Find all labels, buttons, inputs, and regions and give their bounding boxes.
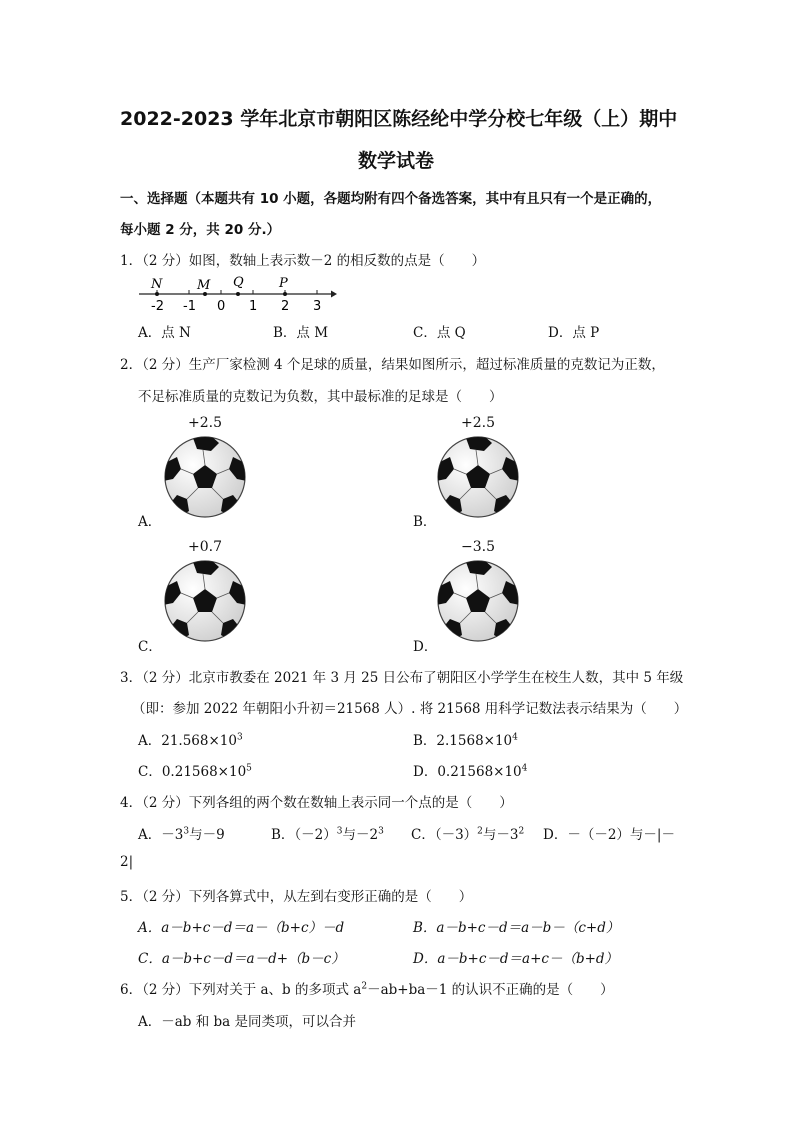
q4-option-b-exp1: 3 bbox=[336, 826, 343, 837]
q3-option-d-label: D． bbox=[413, 764, 438, 780]
point-n-dot bbox=[155, 292, 159, 296]
q4-option-c-pre: C．（－3） bbox=[411, 827, 478, 843]
tick-label-2: 2 bbox=[281, 299, 290, 314]
soccer-ball-icon bbox=[163, 559, 247, 643]
q4-option-b bbox=[271, 823, 384, 843]
q3-option-b bbox=[413, 729, 518, 749]
q6-option-a: A．－ab 和 ba 是同类项，可以合并 bbox=[138, 1014, 357, 1030]
q3-option-c bbox=[138, 760, 252, 780]
point-label-p: P bbox=[279, 276, 288, 291]
section-header-line1: 一、选择题（本题共有 10 小题，各题均附有四个备选答案，其中有且只有一个是正确的， bbox=[120, 191, 662, 207]
q4-option-a-pre: A．－3 bbox=[138, 827, 184, 843]
q3-option-c-exp: 5 bbox=[246, 763, 252, 774]
q1-option-c: C．点 Q bbox=[413, 325, 466, 341]
question-6-exp: 2 bbox=[361, 981, 368, 992]
q3-option-b-base: 2.1568×10 bbox=[436, 733, 513, 749]
page-title-line2: 数学试卷 bbox=[358, 150, 435, 172]
question-1-text: 1．（2 分）如图，数轴上表示数－2 的相反数的点是（ ） bbox=[120, 253, 486, 269]
q4-option-a-post: 与－9 bbox=[189, 827, 225, 843]
ball-option-b bbox=[433, 415, 523, 525]
q3-option-a bbox=[138, 729, 243, 749]
soccer-ball-icon bbox=[436, 559, 520, 643]
point-label-q: Q bbox=[233, 275, 244, 290]
point-label-m: M bbox=[197, 278, 211, 293]
question-3-line1: 3．（2 分）北京市教委在 2021 年 3 月 25 日公布了朝阳区小学学生在校生人数，其中 5 年级 bbox=[120, 670, 684, 686]
q2-option-a-label: A． bbox=[138, 514, 162, 530]
q2-option-c-label: C． bbox=[138, 639, 162, 655]
question-2-line1: 2．（2 分）生产厂家检测 4 个足球的质量，结果如图所示，超过标准质量的克数记为正数， bbox=[120, 357, 665, 373]
number-line-arrow bbox=[331, 291, 337, 298]
q3-option-a-label: A． bbox=[138, 733, 162, 749]
q4-option-a-exp: 3 bbox=[183, 826, 190, 837]
question-3-line2: （即：参加 2022 年朝阳小升初＝21568 人）. 将 21568 用科学记数法表示结果为（ ） bbox=[132, 701, 688, 717]
q3-option-d bbox=[413, 760, 527, 780]
question-5-text: 5．（2 分）下列各算式中，从左到右变形正确的是（ ） bbox=[120, 889, 473, 905]
soccer-ball-icon bbox=[436, 435, 520, 519]
q3-option-c-base: 0.21568×10 bbox=[161, 764, 247, 780]
q2-option-d-label: D． bbox=[413, 639, 438, 655]
q4-option-c-exp2: 2 bbox=[518, 826, 525, 837]
q3-option-d-base: 0.21568×10 bbox=[437, 764, 522, 780]
q3-option-a-base: 21.568×10 bbox=[161, 733, 237, 749]
number-line-figure bbox=[135, 275, 345, 315]
ball-a-value: +2.5 bbox=[188, 415, 222, 431]
q3-option-c-label: C． bbox=[138, 764, 162, 780]
q1-option-a: A．点 N bbox=[138, 325, 191, 341]
q3-option-b-label: B． bbox=[413, 733, 437, 749]
tick-label-1: 1 bbox=[249, 299, 258, 314]
q4-option-d-continued: 2| bbox=[120, 854, 134, 870]
q3-option-b-exp: 4 bbox=[512, 732, 518, 743]
q4-option-c bbox=[411, 823, 524, 843]
ball-d-value: −3.5 bbox=[461, 539, 495, 555]
q4-option-d: D．－（－2）与－|－ bbox=[543, 827, 675, 843]
q1-option-b: B．点 M bbox=[273, 325, 329, 341]
ball-option-d bbox=[433, 539, 523, 649]
q3-option-d-exp: 4 bbox=[521, 763, 528, 774]
tick-label-3: 3 bbox=[313, 299, 322, 314]
soccer-ball-icon bbox=[163, 435, 247, 519]
q1-option-d: D．点 P bbox=[548, 325, 600, 341]
question-6-text bbox=[120, 978, 614, 998]
q5-option-c: C．a－b+c－d＝a－d+（b－c） bbox=[138, 951, 345, 967]
q4-option-b-mid: 与－2 bbox=[342, 827, 379, 843]
q2-option-b-label: B． bbox=[413, 514, 437, 530]
question-6-post: －ab+ba－1 的认识不正确的是（ ） bbox=[367, 982, 614, 998]
q5-option-b: B．a－b+c－d＝a－b－（c+d） bbox=[413, 920, 620, 936]
q4-option-c-mid: 与－3 bbox=[482, 827, 519, 843]
point-q-dot bbox=[236, 292, 240, 296]
question-2-line2: 不足标准质量的克数记为负数，其中最标准的足球是（ ） bbox=[138, 389, 503, 405]
tick-label-minus2: -2 bbox=[151, 299, 164, 314]
q5-option-a: A．a－b+c－d＝a－（b+c）－d bbox=[138, 920, 345, 936]
q4-option-b-exp2: 3 bbox=[378, 826, 384, 837]
q4-option-b-pre: B．（－2） bbox=[271, 827, 337, 843]
ball-option-a bbox=[160, 415, 250, 525]
ball-b-value: +2.5 bbox=[461, 415, 495, 431]
q3-option-a-exp: 3 bbox=[236, 732, 243, 743]
q5-option-d: D．a－b+c－d＝a+c－（b+d） bbox=[413, 951, 619, 967]
question-6-pre: 6．（2 分）下列对关于 a、b 的多项式 a bbox=[120, 982, 362, 998]
ball-option-c bbox=[160, 539, 250, 649]
section-header-line2: 每小题 2 分，共 20 分.） bbox=[120, 222, 281, 238]
q4-option-a bbox=[138, 823, 225, 843]
q4-option-c-exp1: 2 bbox=[477, 826, 483, 837]
question-4-text: 4．（2 分）下列各组的两个数在数轴上表示同一个点的是（ ） bbox=[120, 795, 513, 811]
page-title-line1: 2022-2023 学年北京市朝阳区陈经纶中学分校七年级（上）期中 bbox=[120, 108, 678, 130]
tick-label-0: 0 bbox=[217, 299, 226, 314]
point-p-dot bbox=[283, 292, 287, 296]
ball-c-value: +0.7 bbox=[188, 539, 222, 555]
tick-label-minus1: -1 bbox=[183, 299, 196, 314]
point-label-n: N bbox=[151, 277, 163, 292]
